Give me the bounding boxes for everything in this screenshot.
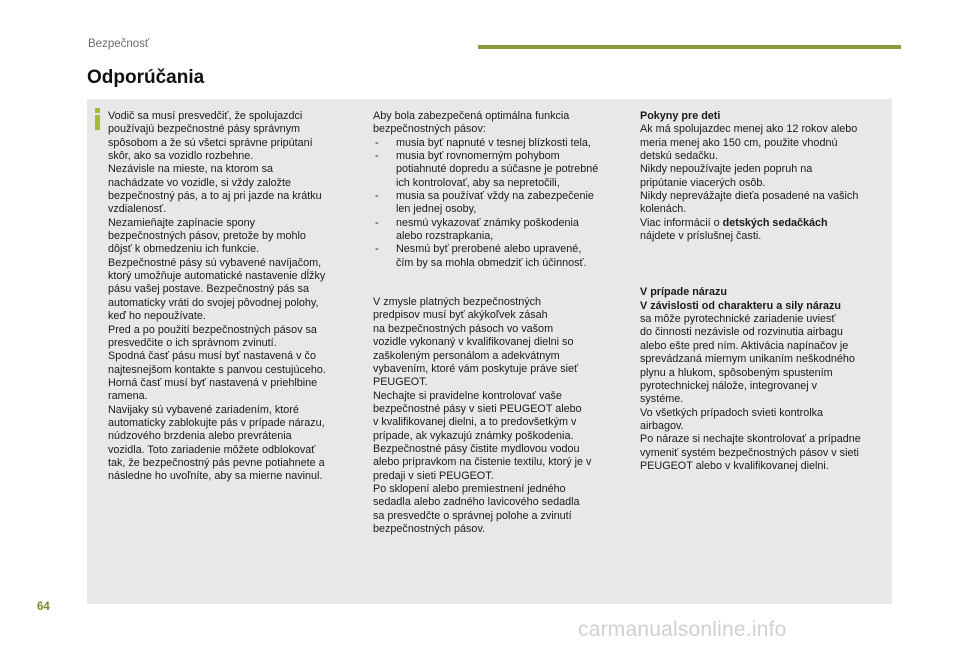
belt-usage-intro: Aby bola zabezpečená optimálna funkcia bezpečnostných pásov:	[373, 110, 570, 136]
column-belt-usage	[373, 110, 623, 536]
list-item: - nesmú vykazovať známky poškodenia alebo rozstrapkania,	[375, 216, 579, 243]
page-number: 64	[37, 601, 50, 613]
impact-heading: V prípade nárazu	[640, 286, 727, 299]
watermark: carmanualsonline.info	[578, 618, 787, 641]
belt-usage-list	[373, 137, 623, 270]
column-children-and-impact	[640, 110, 890, 473]
maintenance-text: V zmysle platných bezpečnostných predpisov musí byť akýkoľvek zásah na bezpečnostných pásoch vo vašom vozidle vykonaný v kvalifikovanej dielni so zaškoleným personálom a adekvátnym vybavením, ktoré vám poskytuje práve sieť PEUGEOT. Nechajte si pravidelne kontrolovať vaše bezpečnostné pásy v sieti PEUGEOT alebo v kvalifikovanej dielni, a to predovšetkým v prípade, ak vykazujú známky poškodenia. Bezpečnostné pásy čistite mydlovou vodou alebo prípravkom na čistenie textilu, ktorý je v predaji v sieti PEUGEOT. Po sklopení alebo premiestnení jedného sedadla alebo zadného lavicového sedadla sa presvedčte o správnej polohe a zvinutí bezpečnostných pásov.	[373, 296, 592, 535]
children-text	[640, 123, 890, 243]
children-body: Ak má spolujazdec menej ako 12 rokov alebo meria menej ako 150 cm, použite vhodnú detskú sedačku. Nikdy nepoužívajte jeden popruh na pripútanie viacerých osôb. Nikdy neprevážajte dieťa posadené na vašich kolenách. Viac informácií o	[640, 123, 859, 229]
impact-subheading: V závislosti od charakteru a sily nárazu	[640, 299, 842, 312]
list-item: - musia byť rovnomerným pohybom potiahnuté dopredu a súčasne je potrebné ich kontrolovať, aby sa nepretočili,	[375, 150, 599, 189]
impact-text: sa môže pyrotechnické zariadenie uviesť do činnosti nezávisle od rozvinutia airbagu alebo ešte pred ním. Aktivácia napínačov je sprevádzaná miernym unikaním neškodného plynu a hlukom, spôsobeným spustením pyrotechnickej nálože, integrovanej v systéme. Vo všetkých prípadoch svieti kontrolka airbagov. Po náraze si nechajte skontrolovať a prípadne vymeniť systém bezpečnostných pásov v sieti PEUGEOT alebo v kvalifikovanej dielni.	[640, 313, 861, 472]
list-item: - musia sa používať vždy na zabezpečenie len jednej osoby,	[375, 190, 594, 216]
child-seats-reference: detských sedačkách	[722, 216, 828, 229]
general-advice-text: Vodič sa musí presvedčiť, že spolujazdci používajú bezpečnostné pásy správnym spôsobom a že sú všetci správne pripútaní skôr, ako sa vozidlo rozbehne. Nezávisle na mieste, na ktorom sa nachádzate vo vozidle, si vždy založte bezpečnostný pás, a to aj pri jazde na krátku vzdialenosť. Nezamieňajte zapínacie spony bezpečnostných pásov, pretože by mohlo dôjsť k obmedzeniu ich funkcie. Bezpečnostné pásy sú vybavené navíjačom, ktorý umožňuje automatické nastavenie dĺžky pásu vašej postave. Bezpečnostný pás sa automaticky vráti do svojej pôvodnej polohy, keď ho nepoužívate. Pred a po použití bezpečnostných pásov sa presvedčite o ich správnom zvinutí. Spodná časť pásu musí byť nastavená v čo najtesnejšom kontakte s panvou cestujúceho. Horná časť musí byť nastavená v priehlbine ramena. Navijaky sú vybavené zariadením, ktoré automaticky zablokujte pás v prípade nárazu, núdzového brzdenia alebo prevrátenia vozidla. Toto zariadenie môžete odblokovať tak, že bezpečnostný pás pevne potiahnete a následne ho uvoľníte, aby sa mierne navinul.	[108, 110, 326, 483]
page-title: Odporúčania	[87, 67, 205, 88]
info-icon	[92, 108, 103, 130]
children-tail: nájdete v príslušnej časti.	[640, 230, 762, 243]
section-label: Bezpečnosť	[88, 38, 150, 50]
list-item-text: nesmú vykazovať známky poškodenia alebo rozstrapkania,	[396, 216, 579, 243]
list-item: - musia byť napnuté v tesnej blízkosti tela,	[375, 136, 591, 149]
section-rule	[478, 45, 901, 49]
list-item-text: musia byť napnuté v tesnej blízkosti tela,	[396, 136, 591, 149]
list-item-text: musia sa používať vždy na zabezpečenie len jednej osoby,	[396, 190, 594, 216]
column-general-advice	[108, 110, 358, 484]
list-item-text: Nesmú byť prerobené alebo upravené, čím by sa mohla obmedziť ich účinnosť.	[396, 243, 587, 269]
children-heading: Pokyny pre deti	[640, 110, 721, 122]
list-item-text: musia byť rovnomerným pohybom potiahnuté dopredu a súčasne je potrebné ich kontrolovať, aby sa nepretočili,	[396, 150, 599, 189]
list-item: - Nesmú byť prerobené alebo upravené, čím by sa mohla obmedziť ich účinnosť.	[375, 243, 587, 269]
